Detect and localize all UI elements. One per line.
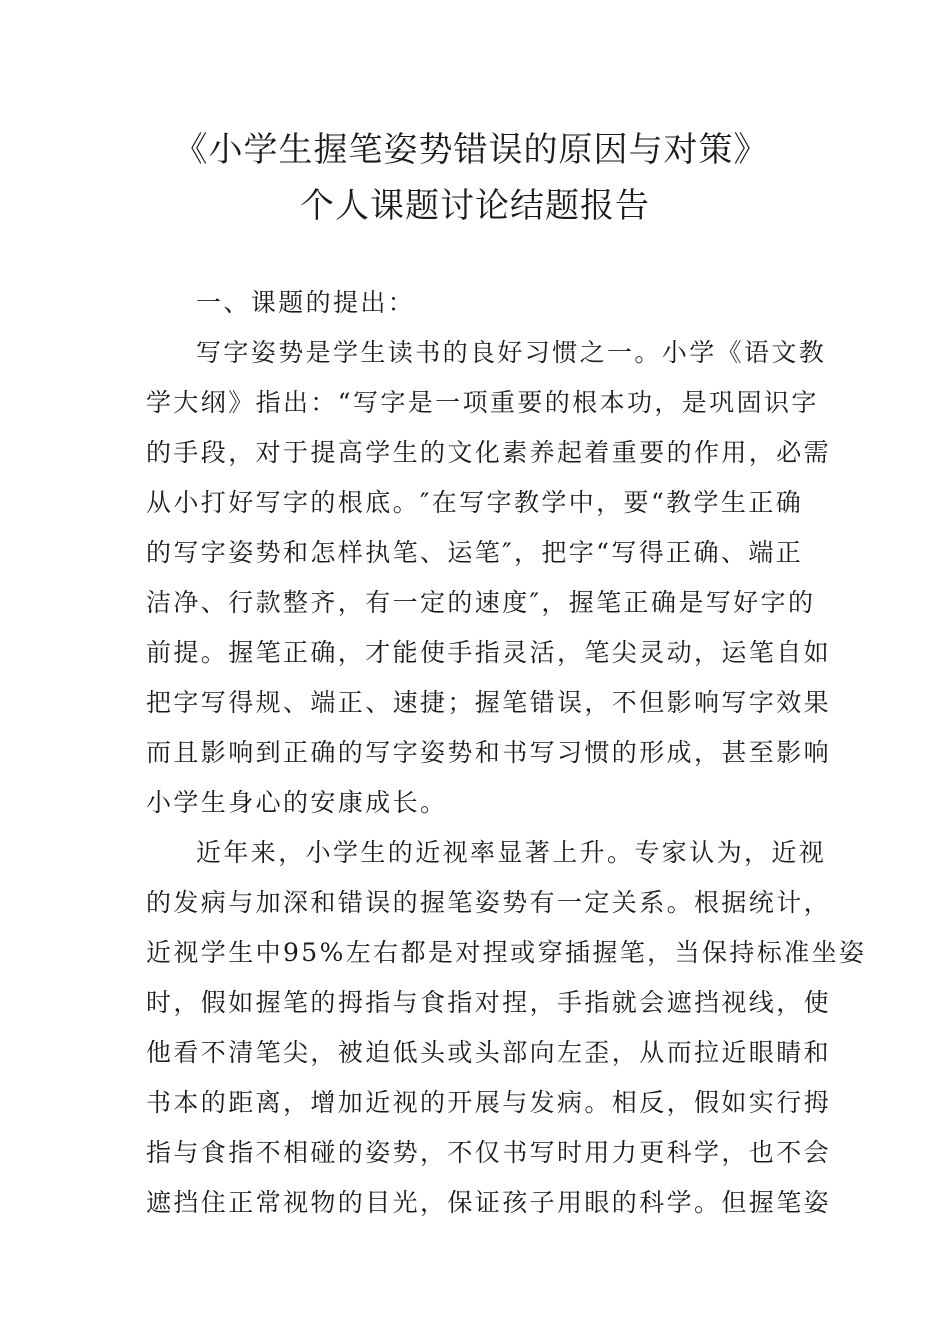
paragraph-line: 近年来，小学生的近视率显著上升。专家认为，近视 — [196, 838, 827, 867]
paragraph-line: 的发病与加深和错误的握笔姿势有一定关系。根据统计， — [146, 888, 832, 917]
paragraph-line: 的手段，对于提高学生的文化素养起着重要的作用，必需 — [146, 438, 832, 467]
paragraph-line: 从小打好写字的根底。″在写字教学中，要“教学生正确 — [146, 488, 804, 517]
section-heading: 一、课题的提出： — [196, 288, 416, 317]
paragraph-line: 写字姿势是学生读书的良好习惯之一。小学《语文教 — [196, 338, 827, 367]
title-line-1: 《小学生握笔姿势错误的原因与对策》 — [173, 130, 769, 170]
paragraph-line: 前提。握笔正确，才能使手指灵活，笔尖灵动，运笔自如 — [146, 638, 832, 667]
paragraph-line: 小学生身心的安康成长。 — [146, 788, 448, 817]
paragraph-line: 指与食指不相碰的姿势，不仅书写时用力更科学，也不会 — [146, 1138, 832, 1167]
paragraph-line: 把字写得规、端正、速捷；握笔错误，不但影响写字效果 — [146, 688, 832, 717]
paragraph-line: 的写字姿势和怎样执笔、运笔″，把字“写得正确、端正 — [146, 538, 804, 567]
paragraph-line: 近视学生中95%左右都是对捏或穿插握笔，当保持标准坐姿 — [146, 938, 867, 967]
paragraph-line: 书本的距离，增加近视的开展与发病。相反，假如实行拇 — [146, 1088, 832, 1117]
paragraph-2 — [146, 828, 867, 1228]
paragraph-line: 而且影响到正确的写字姿势和书写习惯的形成，甚至影响 — [146, 738, 832, 767]
paragraph-line: 洁净、行款整齐，有一定的速度″，握笔正确是写好字的 — [146, 588, 816, 617]
report-title — [0, 122, 950, 234]
title-line-2: 个人课题讨论结题报告 — [300, 186, 650, 226]
paragraph-line: 学大纲》指出：“写字是一项重要的根本功，是巩固识字 — [146, 388, 819, 417]
paragraph-line: 遮挡住正常视物的目光，保证孩子用眼的科学。但握笔姿 — [146, 1188, 832, 1217]
paragraph-line: 他看不清笔尖，被迫低头或头部向左歪，从而拉近眼睛和 — [146, 1038, 832, 1067]
paragraph-1 — [146, 328, 832, 828]
paragraph-line: 时，假如握笔的拇指与食指对捏，手指就会遮挡视线，使 — [146, 988, 832, 1017]
report-body — [146, 278, 867, 1228]
